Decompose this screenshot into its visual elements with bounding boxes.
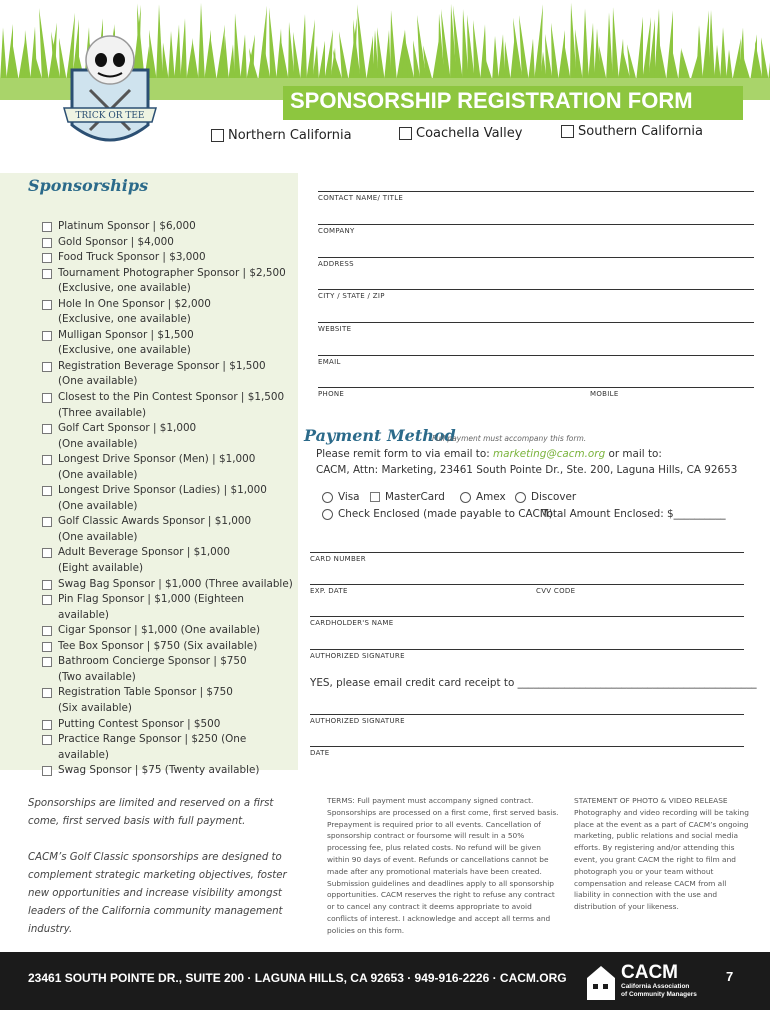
cacm-sub2: of Community Managers <box>621 991 697 998</box>
email-link[interactable]: marketing@cacm.org <box>493 448 606 460</box>
grass-blade <box>180 18 187 82</box>
sponsorship-label: Adult Beverage Sponsor | $1,000 <box>58 546 231 559</box>
grass-blade <box>18 40 25 82</box>
sponsorship-label: Golf Classic Awards Sponsor | $1,000 <box>58 515 252 528</box>
trick-or-tee-logo <box>60 30 160 160</box>
grass-blade <box>588 23 595 82</box>
authorized-signature-2-label: AUTHORIZED SIGNATURE <box>310 717 405 725</box>
grass-blade <box>174 24 181 82</box>
option-check[interactable]: Check Enclosed (made payable to CACM) <box>322 508 553 520</box>
grass-blade <box>582 8 589 82</box>
sponsorship-label: Platinum Sponsor | $6,000 <box>58 220 196 232</box>
grass-blade <box>504 41 511 82</box>
sponsorship-item[interactable] <box>42 266 297 282</box>
sponsorship-note <box>42 499 297 515</box>
sponsorship-label: Cigar Sponsor | $1,000 (One available) <box>58 624 261 637</box>
city-label: CITY / STATE / ZIP <box>318 292 385 300</box>
grass-blade <box>708 10 715 82</box>
sponsorship-label: Longest Drive Sponsor (Ladies) | $1,000 <box>58 484 267 497</box>
sponsorship-note <box>42 312 297 328</box>
sponsorship-label: Golf Cart Sponsor | $1,000 <box>58 422 197 435</box>
option-discover[interactable]: Discover <box>515 491 576 503</box>
grass-blade <box>377 27 385 82</box>
sponsorship-note <box>42 281 297 297</box>
checkbox-icon[interactable] <box>42 222 52 232</box>
sponsorship-item[interactable] <box>42 452 297 468</box>
option-amex[interactable]: Amex <box>460 491 506 503</box>
sponsorship-item[interactable] <box>42 763 297 779</box>
checkbox-icon[interactable] <box>42 362 52 372</box>
grass-blade <box>198 3 205 82</box>
grass-blade <box>720 27 727 82</box>
mail-address: CACM, Attn: Marketing, 23461 South Pointe Dr., Ste. 200, Laguna Hills, CA 92653 <box>316 464 738 476</box>
authorized-signature-2-line[interactable] <box>310 714 744 715</box>
grass-blade <box>12 46 19 82</box>
availability-note: (One available) <box>58 468 138 481</box>
grass-blade <box>473 20 481 82</box>
sponsorship-note <box>42 468 297 484</box>
sponsorship-item[interactable] <box>42 359 297 375</box>
photo-release-text: STATEMENT OF PHOTO & VIDEO RELEASE Photography and video recording will be taking place at the event as a part of CACM’s ongoing marketing, public relations and social media efforts. By registering and/or attending this event, you grant CACM the right to film and photograph you or your team without compensation and release CACM from all liability in connection with the use and distribution of your likeness. <box>574 796 749 912</box>
sponsorship-note <box>42 670 297 686</box>
date-line[interactable] <box>310 746 744 747</box>
option-mastercard[interactable]: MasterCard <box>370 491 445 503</box>
availability-note: (Three available) <box>58 406 147 419</box>
grass-blade <box>714 45 721 82</box>
checkbox-icon[interactable] <box>561 125 574 138</box>
sponsorship-item[interactable] <box>42 421 297 437</box>
contact-name-label: CONTACT NAME/ TITLE <box>318 194 404 202</box>
checkbox-icon[interactable] <box>370 492 380 502</box>
card-number-line[interactable] <box>310 552 744 553</box>
remit-line: Please remit form to via email to: marketing@cacm.org or mail to: <box>316 448 662 460</box>
sponsorship-item[interactable] <box>42 717 297 733</box>
sponsorship-item[interactable] <box>42 592 297 623</box>
sponsorship-item[interactable] <box>42 250 297 266</box>
checkbox-icon[interactable] <box>42 642 52 652</box>
sponsorship-note <box>42 561 297 577</box>
checkbox-icon[interactable] <box>42 720 52 730</box>
contact-name-line[interactable] <box>318 191 754 192</box>
grass-blade <box>240 34 247 82</box>
grass-blade <box>318 41 325 82</box>
grass-blade <box>599 46 607 82</box>
sponsorship-note <box>42 437 297 453</box>
sponsorship-item[interactable] <box>42 654 297 670</box>
grass-blade <box>192 43 199 82</box>
sponsorship-item[interactable] <box>42 685 297 701</box>
checkbox-icon[interactable] <box>42 300 52 310</box>
radio-icon[interactable] <box>460 492 471 503</box>
sponsorships-heading: Sponsorships <box>28 176 149 195</box>
grass-blade <box>366 36 373 82</box>
availability-note: (Exclusive, one available) <box>58 282 191 295</box>
checkbox-icon[interactable] <box>42 424 52 434</box>
radio-icon[interactable] <box>322 509 333 520</box>
payment-heading: Payment Method <box>304 426 456 445</box>
region-southern[interactable]: Southern California <box>561 124 703 139</box>
cardholder-line[interactable] <box>310 616 744 617</box>
grass-blade <box>162 43 169 82</box>
checkbox-icon[interactable] <box>42 517 52 527</box>
company-label: COMPANY <box>318 227 355 235</box>
cacm-logo <box>583 956 715 1006</box>
cacm-wordmark: CACM <box>621 962 678 983</box>
checkbox-icon[interactable] <box>42 766 52 776</box>
grass-blade <box>702 10 709 82</box>
grass-blade <box>204 30 211 82</box>
availability-note: (Eight available) <box>58 562 144 575</box>
cardholder-label: CARDHOLDER'S NAME <box>310 619 394 627</box>
sponsorship-label: Putting Contest Sponsor | $500 <box>58 717 221 730</box>
sponsorship-note <box>42 701 297 717</box>
grass-blade <box>432 38 439 82</box>
house-icon <box>587 966 615 1000</box>
grass-blade <box>228 44 235 82</box>
grass-blade <box>575 29 583 82</box>
mobile-label: MOBILE <box>590 390 619 398</box>
checkbox-icon[interactable] <box>42 580 52 590</box>
grass-blade <box>390 10 397 82</box>
page-number: 7 <box>726 969 734 984</box>
availability-note: (Exclusive, one available) <box>58 344 191 357</box>
sponsorship-label: Registration Beverage Sponsor | $1,500 <box>58 359 266 372</box>
grass-blade <box>564 48 571 82</box>
authorized-signature-line[interactable] <box>310 649 744 650</box>
sponsorship-list <box>42 219 297 779</box>
sponsorship-item[interactable] <box>42 297 297 313</box>
checkbox-icon[interactable] <box>399 127 412 140</box>
grass-blade <box>558 30 565 82</box>
grass-blade <box>210 40 217 82</box>
grass-blade <box>293 32 301 82</box>
availability-note: (One available) <box>58 530 138 543</box>
cacm-sub1: California Association <box>621 983 690 990</box>
city-line[interactable] <box>318 289 754 290</box>
sponsorship-item[interactable] <box>42 219 297 235</box>
address-line[interactable] <box>318 257 754 258</box>
cvv-label: CVV CODE <box>536 587 576 595</box>
region-northern[interactable]: Northern California <box>211 128 352 143</box>
payment-subheading: Full payment must accompany this form. <box>432 434 587 443</box>
checkbox-icon[interactable] <box>42 688 52 698</box>
checkbox-icon[interactable] <box>42 393 52 403</box>
sponsorship-note <box>42 530 297 546</box>
grass-blade <box>636 17 643 82</box>
region-coachella[interactable]: Coachella Valley <box>399 126 522 141</box>
sponsorship-label: Hole In One Sponsor | $2,000 <box>58 297 211 310</box>
grass-blade <box>384 30 391 82</box>
logo-text: TRICK OR TEE <box>75 111 145 121</box>
grass-blade <box>6 24 13 82</box>
website-line[interactable] <box>318 322 754 323</box>
card-number-label: CARD NUMBER <box>310 555 366 563</box>
sponsorship-item[interactable] <box>42 328 297 344</box>
availability-note: (Six available) <box>58 701 132 714</box>
golf-classic-note: CACM’s Golf Classic sponsorships are designed to complement strategic marketing objectives, foster new opportunities and increase visibility amongst leaders of the California community management industry. <box>28 852 287 935</box>
checkbox-icon[interactable] <box>42 455 52 465</box>
total-amount: Total Amount Enclosed: $__________ <box>542 508 726 520</box>
company-line[interactable] <box>318 224 754 225</box>
grass-blade <box>726 49 733 82</box>
checkbox-icon[interactable] <box>42 331 52 341</box>
sponsorship-item[interactable] <box>42 623 297 639</box>
footer-address: 23461 SOUTH POINTE DR., SUITE 200 · LAGUNA HILLS, CA 92653 · 949-916-2226 · CACM.ORG <box>28 971 567 985</box>
sponsorship-item[interactable] <box>42 732 297 763</box>
sponsorship-label: Pin Flag Sponsor | $1,000 (Eighteen available) <box>58 593 245 621</box>
date-label: DATE <box>310 749 330 757</box>
grass-blade <box>269 8 277 82</box>
grass-blade <box>492 36 499 82</box>
checkbox-icon[interactable] <box>42 626 52 636</box>
sponsorship-label: Tournament Photographer Sponsor | $2,500 <box>58 266 286 279</box>
sponsorship-item[interactable] <box>42 514 297 530</box>
grass-blade <box>300 14 307 82</box>
grass-blade <box>186 38 193 82</box>
grass-blade <box>281 40 289 82</box>
checkbox-icon[interactable] <box>42 657 52 667</box>
sponsorship-label: Swag Sponsor | $75 (Twenty available) <box>58 764 260 777</box>
phone-line[interactable] <box>318 387 754 388</box>
sponsorship-note <box>42 374 297 390</box>
sponsorship-item[interactable] <box>42 390 297 406</box>
checkbox-icon[interactable] <box>42 548 52 558</box>
address-label: ADDRESS <box>318 260 354 268</box>
availability-note: (One available) <box>58 375 138 388</box>
form-title: SPONSORSHIP REGISTRATION FORM <box>290 88 693 113</box>
checkbox-icon[interactable] <box>42 595 52 605</box>
availability-note: (Exclusive, one available) <box>58 313 191 326</box>
email-line[interactable] <box>318 355 754 356</box>
checkbox-icon[interactable] <box>211 129 224 142</box>
sponsorship-label: Registration Table Sponsor | $750 <box>58 686 233 699</box>
sponsorship-item[interactable] <box>42 577 297 593</box>
grass-blade <box>612 7 619 82</box>
sponsorship-label: Closest to the Pin Contest Sponsor | $1,500 <box>58 391 285 404</box>
checkbox-icon[interactable] <box>42 238 52 248</box>
sponsorship-label: Food Truck Sponsor | $3,000 <box>58 251 206 264</box>
checkbox-icon[interactable] <box>42 486 52 496</box>
grass-blade <box>0 27 7 82</box>
checkbox-icon[interactable] <box>42 253 52 263</box>
grass-blade <box>528 39 535 82</box>
terms-text: TERMS: Full payment must accompany signed contract. Sponsorships are processed on a first come, first served basis. Prepayment is required prior to all events. Cancellation of sponsorship contract or foursome will result in a 50% processing fee, plus related costs. No refund will be given within 90 days of event. Refunds or cancellations cannot be made after any promotional materials have been created. Submission guidelines and deadlines apply to all sponsorship opportunities. CACM reserves the right to refuse any contract or to cancel any contract it deems appropriate to avoid conflicts of interest. I acknowledge and accept all terms and policies on this form. <box>327 796 559 935</box>
availability-note: (Two available) <box>58 670 136 683</box>
sponsorship-label: Tee Box Sponsor | $750 (Six available) <box>58 639 258 652</box>
sponsorship-note <box>42 406 297 422</box>
sponsorship-label: Gold Sponsor | $4,000 <box>58 235 174 248</box>
grass-blade <box>761 37 769 82</box>
sponsorship-label: Mulligan Sponsor | $1,500 <box>58 328 194 341</box>
sponsorship-note: Sponsorships are limited and reserved on a first come, first served basis with full payment. <box>28 798 274 827</box>
grass-blade <box>659 41 667 82</box>
sponsorship-label: Swag Bag Sponsor | $1,000 (Three available) <box>58 577 293 590</box>
receipt-line[interactable]: YES, please email credit card receipt to ______________________________________________ <box>310 677 757 689</box>
grass-blade <box>234 13 241 82</box>
sponsorship-note <box>42 343 297 359</box>
grass-blade <box>498 34 505 82</box>
grass-blade <box>168 31 175 82</box>
checkbox-icon[interactable] <box>42 735 52 745</box>
website-label: WEBSITE <box>318 325 352 333</box>
grass-blade <box>24 30 31 82</box>
sponsorship-item[interactable] <box>42 639 297 655</box>
grass-blade <box>606 12 613 82</box>
sponsorship-item[interactable] <box>42 483 297 499</box>
sponsorship-label: Practice Range Sponsor | $250 (One available) <box>58 733 247 761</box>
radio-icon[interactable] <box>322 492 333 503</box>
email-label: EMAIL <box>318 358 341 366</box>
grass-blade <box>696 25 703 82</box>
sponsorship-label: Longest Drive Sponsor (Men) | $1,000 <box>58 453 256 466</box>
sponsorship-item[interactable] <box>42 235 297 251</box>
checkbox-icon[interactable] <box>42 269 52 279</box>
grass-blade <box>551 23 559 82</box>
availability-note: (One available) <box>58 437 138 450</box>
phone-label: PHONE <box>318 390 345 398</box>
sponsorship-item[interactable] <box>42 545 297 561</box>
grass-blade <box>39 8 49 82</box>
sponsorship-label: Bathroom Concierge Sponsor | $750 <box>58 655 247 668</box>
exp-date-label: EXP. DATE <box>310 587 348 595</box>
radio-icon[interactable] <box>515 492 526 503</box>
authorized-signature-label: AUTHORIZED SIGNATURE <box>310 652 405 660</box>
option-visa[interactable]: Visa <box>322 491 360 503</box>
availability-note: (One available) <box>58 499 138 512</box>
exp-date-line[interactable] <box>310 584 744 585</box>
